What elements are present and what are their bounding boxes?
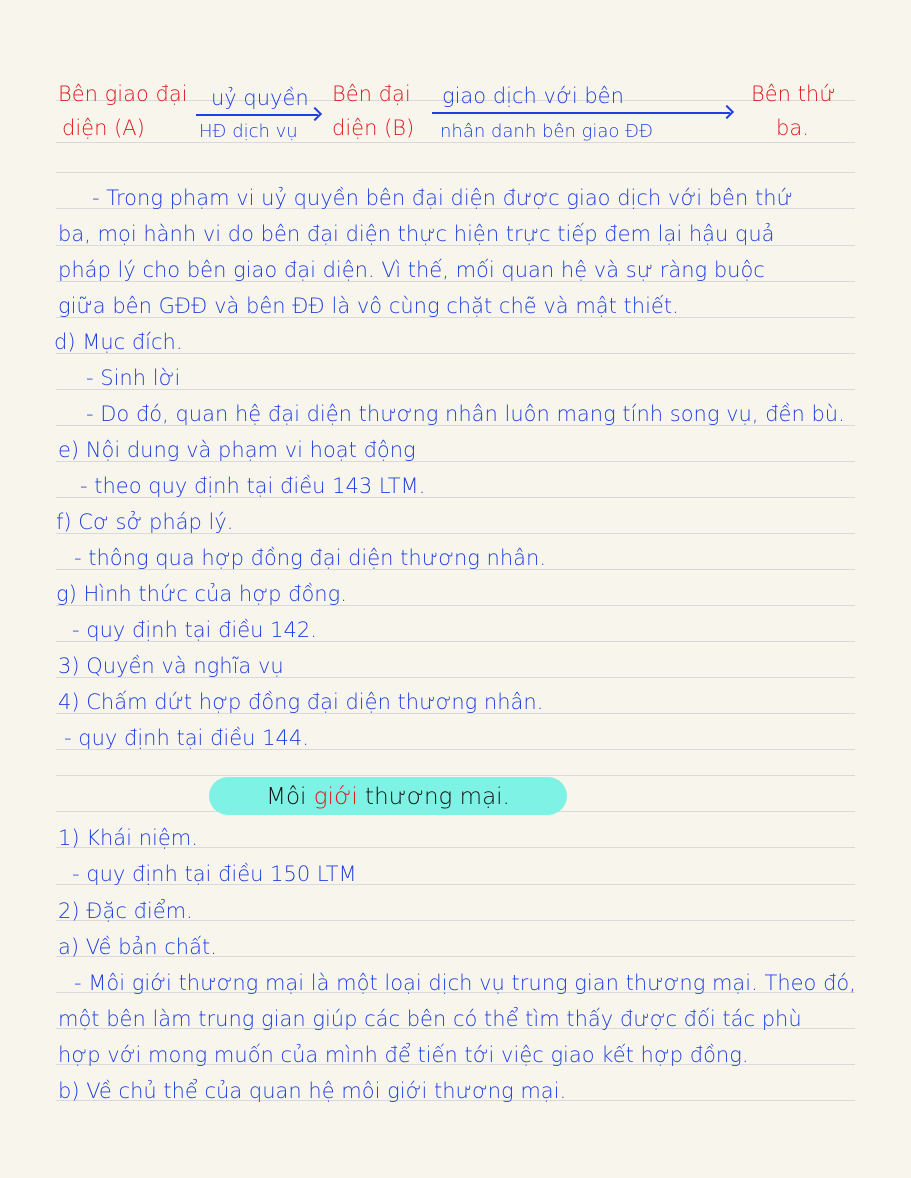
party-b-line1: Bên đại <box>332 82 411 106</box>
heading-line: e) Nội dung và phạm vi hoạt động <box>58 438 416 462</box>
arrow-right-icon <box>196 114 318 116</box>
heading-line: 3) Quyền và nghĩa vụ <box>58 654 284 678</box>
arrow2-bottom-label: nhân danh bên giao ĐĐ <box>440 121 654 142</box>
text-line: ba, mọi hành vi do bên đại diện thực hiện trực tiếp đem lại hậu quả <box>58 222 775 246</box>
party-c-line2: ba. <box>776 116 809 140</box>
text-line: - thông qua hợp đồng đại diện thương nhân. <box>74 546 547 570</box>
text-line: hợp với mong muốn của mình để tiến tới việc giao kết hợp đồng. <box>58 1043 749 1067</box>
text-line: - Sinh lời <box>86 366 181 390</box>
arrow-right-icon <box>432 112 730 114</box>
text-line: - quy định tại điều 144. <box>64 726 309 750</box>
text-line: giữa bên GĐĐ và bên ĐĐ là vô cùng chặt chẽ và mật thiết. <box>58 294 679 318</box>
heading-line: d) Mục đích. <box>54 330 183 354</box>
section-title-banner <box>209 777 567 815</box>
section-title-part-highlight: giới <box>313 784 358 810</box>
ruled-line <box>56 775 855 776</box>
section-title-part: thương mại. <box>357 784 510 810</box>
text-line: - quy định tại điều 142. <box>72 618 317 642</box>
party-c-line1: Bên thứ <box>751 82 836 106</box>
arrow1-bottom-label: HĐ dịch vụ <box>199 121 298 142</box>
arrow2-top-label: giao dịch với bên <box>442 84 624 108</box>
ruled-line <box>56 172 855 173</box>
heading-line: a) Về bản chất. <box>58 935 217 959</box>
party-b-line2: diện (B) <box>332 116 415 140</box>
heading-line: 1) Khái niệm. <box>58 826 198 850</box>
heading-line: 2) Đặc điểm. <box>58 899 193 923</box>
heading-line: g) Hình thức của hợp đồng. <box>56 582 347 606</box>
text-line: pháp lý cho bên giao đại diện. Vì thế, mối quan hệ và sự ràng buộc <box>58 258 765 282</box>
section-title <box>209 784 567 810</box>
text-line: - Môi giới thương mại là một loại dịch vụ trung gian thương mại. Theo đó, <box>74 971 856 995</box>
heading-line: b) Về chủ thể của quan hệ môi giới thương mại. <box>58 1079 567 1103</box>
party-a-line1: Bên giao đại <box>58 82 188 106</box>
text-line: - quy định tại điều 150 LTM <box>72 862 357 886</box>
text-line: - theo quy định tại điều 143 LTM. <box>80 474 426 498</box>
text-line: - Do đó, quan hệ đại diện thương nhân luôn mang tính song vụ, đền bù. <box>86 402 845 426</box>
party-a-line2: diện (A) <box>62 116 145 140</box>
text-line: - Trong phạm vi uỷ quyền bên đại diện được giao dịch với bên thứ <box>92 186 793 210</box>
heading-line: 4) Chấm dứt hợp đồng đại diện thương nhân. <box>58 690 544 714</box>
text-line: một bên làm trung gian giúp các bên có thể tìm thấy được đối tác phù <box>58 1007 802 1031</box>
heading-line: f) Cơ sở pháp lý. <box>56 510 234 534</box>
section-title-part: Môi <box>266 784 314 810</box>
arrow1-top-label: uỷ quyền <box>211 86 309 110</box>
